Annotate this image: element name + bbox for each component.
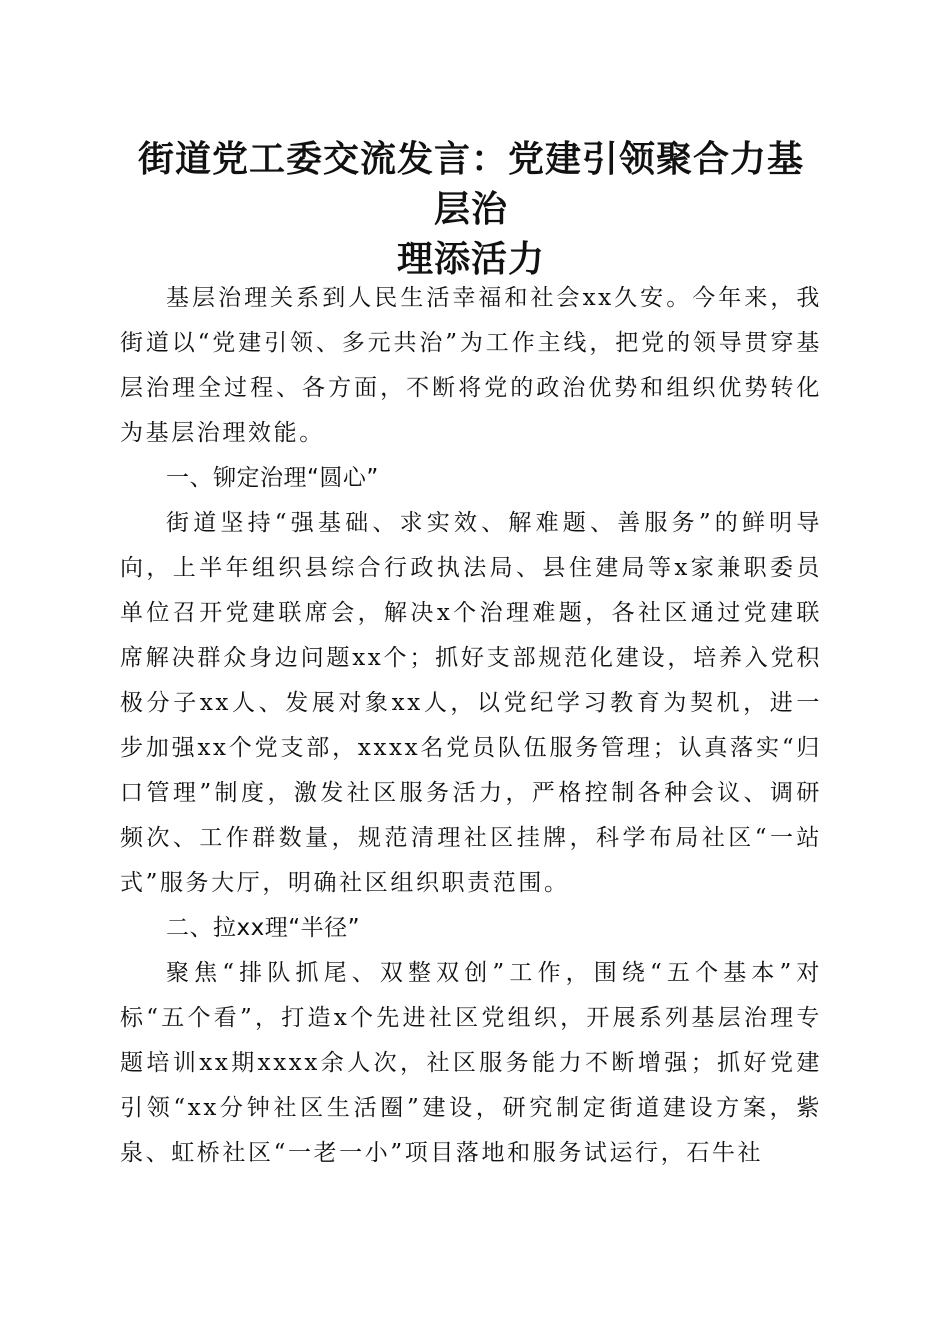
section-2-heading: 二、拉xx理“半径” — [166, 915, 361, 941]
title-line-2: 理添活力 — [396, 238, 545, 280]
section-1-heading: 一、铆定治理“圆心” — [166, 465, 379, 491]
intro-paragraph: 基层治理关系到人民生活幸福和社会xx久安。今年来，我街道以“党建引领、多元共治”为工作主线，把党的领导贯穿基层治理全过程、各方面，不断将党的政治优势和组织优势转化为基层治理效能。 — [120, 285, 822, 446]
section-2-paragraph: 聚焦“排队抓尾、双整双创”工作，围绕“五个基本”对标“五个看”，打造x个先进社区党组织，开展系列基层治理专题培训xx期xxxx余人次，社区服务能力不断增强；抓好党建引领“xx分钟社区生活圈”建设，研究制定街道建设方案，紫泉、虹桥社区“一老一小”项目落地和服务试运行，石牛社 — [120, 960, 822, 1166]
document-page — [120, 0, 822, 1344]
section-1-paragraph: 街道坚持“强基础、求实效、解难题、善服务”的鲜明导向，上半年组织县综合行政执法局、县住建局等x家兼职委员单位召开党建联席会，解决x个治理难题，各社区通过党建联席解决群众身边问题xx个；抓好支部规范化建设，培养入党积极分子xx人、发展对象xx人，以党纪学习教育为契机，进一步加强xx个党支部，xxxx名党员队伍服务管理；认真落实“归口管理”制度，激发社区服务活力，严格控制各种会议、调研频次、工作群数量，规范清理社区挂牌，科学布局社区“一站式”服务大厅，明确社区组织职责范围。 — [120, 510, 822, 896]
title-line-1: 街道党工委交流发言：党建引领聚合力基层治 — [137, 138, 804, 230]
document-title — [120, 134, 822, 284]
document-body — [120, 276, 822, 1176]
